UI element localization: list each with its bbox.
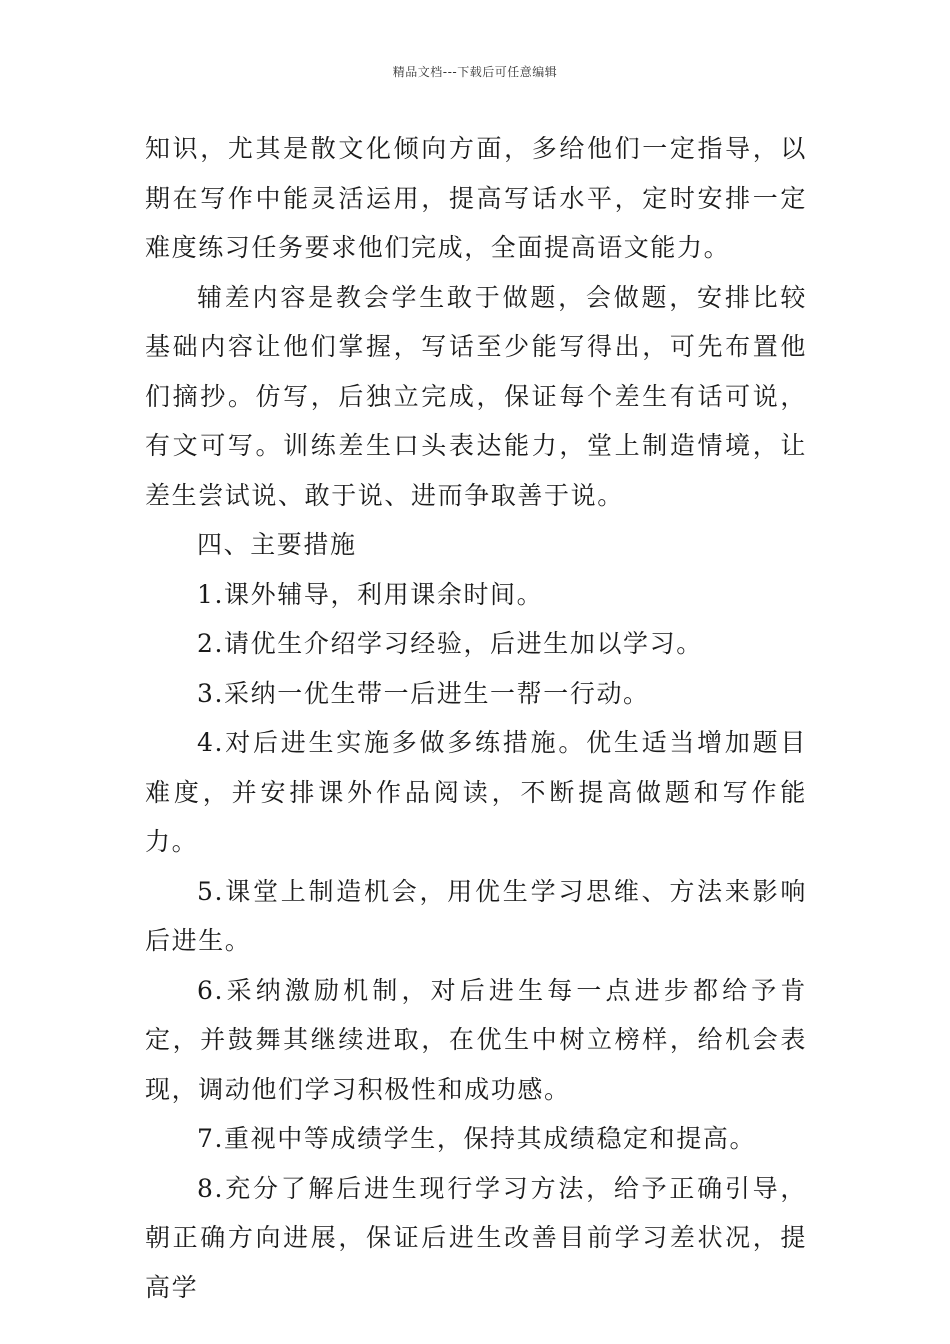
page-header: 精品文档---下载后可任意编辑 — [392, 65, 558, 79]
measure-item-4: 4.对后进生实施多做多练措施。优生适当增加题目难度，并安排课外作品阅读，不断提高做题和写作能力。 — [145, 728, 807, 856]
measure-item-8: 8.充分了解后进生现行学习方法，给予正确引导，朝正确方向进展，保证后进生改善目前学习差状况，提高学 — [145, 1173, 807, 1302]
measure-item-5: 5.课堂上制造机会，用优生学习思维、方法来影响后进生。 — [145, 876, 807, 955]
paragraph-continuation: 知识，尤其是散文化倾向方面，多给他们一定指导，以期在写作中能灵活运用，提高写话水平，定时安排一定难度练习任务要求他们完成，全面提高语文能力。 — [145, 134, 807, 262]
measure-item-3: 3.采纳一优生带一后进生一帮一行动。 — [197, 678, 650, 708]
document-body — [145, 124, 807, 1312]
measure-item-1: 1.课外辅导，利用课余时间。 — [197, 579, 544, 609]
measure-item-7: 7.重视中等成绩学生，保持其成绩稳定和提高。 — [197, 1124, 757, 1153]
measure-item-2: 2.请优生介绍学习经验，后进生加以学习。 — [197, 629, 703, 658]
section-heading-measures: 四、主要措施 — [197, 530, 357, 559]
measure-item-6: 6.采纳激励机制，对后进生每一点进步都给予肯定，并鼓舞其继续进取，在优生中树立榜样，给机会表现，调动他们学习积极性和成功感。 — [145, 975, 807, 1104]
paragraph-remedial-content: 辅差内容是教会学生敢于做题，会做题，安排比较基础内容让他们掌握，写话至少能写得出，可先布置他们摘抄。仿写，后独立完成，保证每个差生有话可说，有文可写。训练差生口头表达能力，堂上制造情境，让差生尝试说、敢于说、进而争取善于说。 — [145, 282, 807, 510]
